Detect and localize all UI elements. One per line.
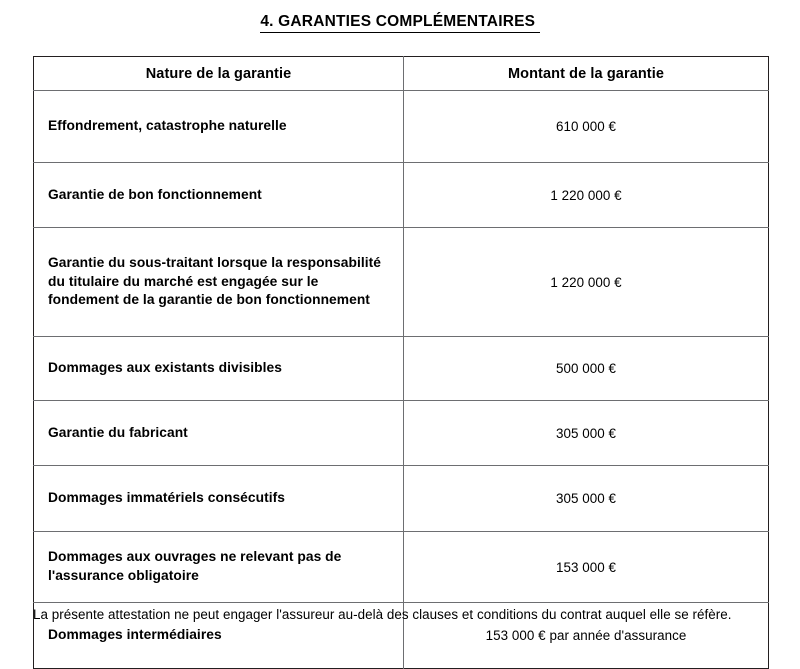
table-row [34, 401, 769, 466]
page-title [0, 13, 800, 33]
table-header [34, 57, 769, 91]
cell-nature: Garantie du fabricant [34, 401, 404, 466]
table-body [34, 91, 769, 669]
table-row [34, 91, 769, 163]
cell-montant: 610 000 € [404, 91, 769, 163]
table-row [34, 532, 769, 603]
table-row [34, 466, 769, 532]
table-header-row [34, 57, 769, 91]
cell-montant: 1 220 000 € [404, 163, 769, 228]
table-row [34, 337, 769, 401]
cell-montant: 153 000 € par année d'assurance [404, 603, 769, 669]
cell-montant: 1 220 000 € [404, 228, 769, 337]
cell-montant: 305 000 € [404, 401, 769, 466]
column-header-montant: Montant de la garantie [404, 57, 769, 91]
cell-nature: Effondrement, catastrophe naturelle [34, 91, 404, 163]
cell-nature: Garantie du sous-traitant lorsque la responsabilité du titulaire du marché est engagée sur le fondement de la garantie de bon fonctionnement [34, 228, 404, 337]
cell-nature: Dommages intermédiaires [34, 603, 404, 669]
table-row [34, 228, 769, 337]
cell-montant: 153 000 € [404, 532, 769, 603]
footer-disclaimer: La présente attestation ne peut engager l'assureur au-delà des clauses et conditions du contrat auquel elle se réfère. [33, 607, 732, 623]
cell-nature: Dommages immatériels consécutifs [34, 466, 404, 532]
cell-montant: 305 000 € [404, 466, 769, 532]
page-title-text: 4. GARANTIES COMPLÉMENTAIRES [260, 13, 539, 33]
column-header-nature: Nature de la garantie [34, 57, 404, 91]
guarantees-table [33, 56, 769, 669]
cell-montant: 500 000 € [404, 337, 769, 401]
table-row [34, 163, 769, 228]
cell-nature: Dommages aux existants divisibles [34, 337, 404, 401]
cell-nature: Dommages aux ouvrages ne relevant pas de l'assurance obligatoire [34, 532, 404, 603]
cell-nature: Garantie de bon fonctionnement [34, 163, 404, 228]
